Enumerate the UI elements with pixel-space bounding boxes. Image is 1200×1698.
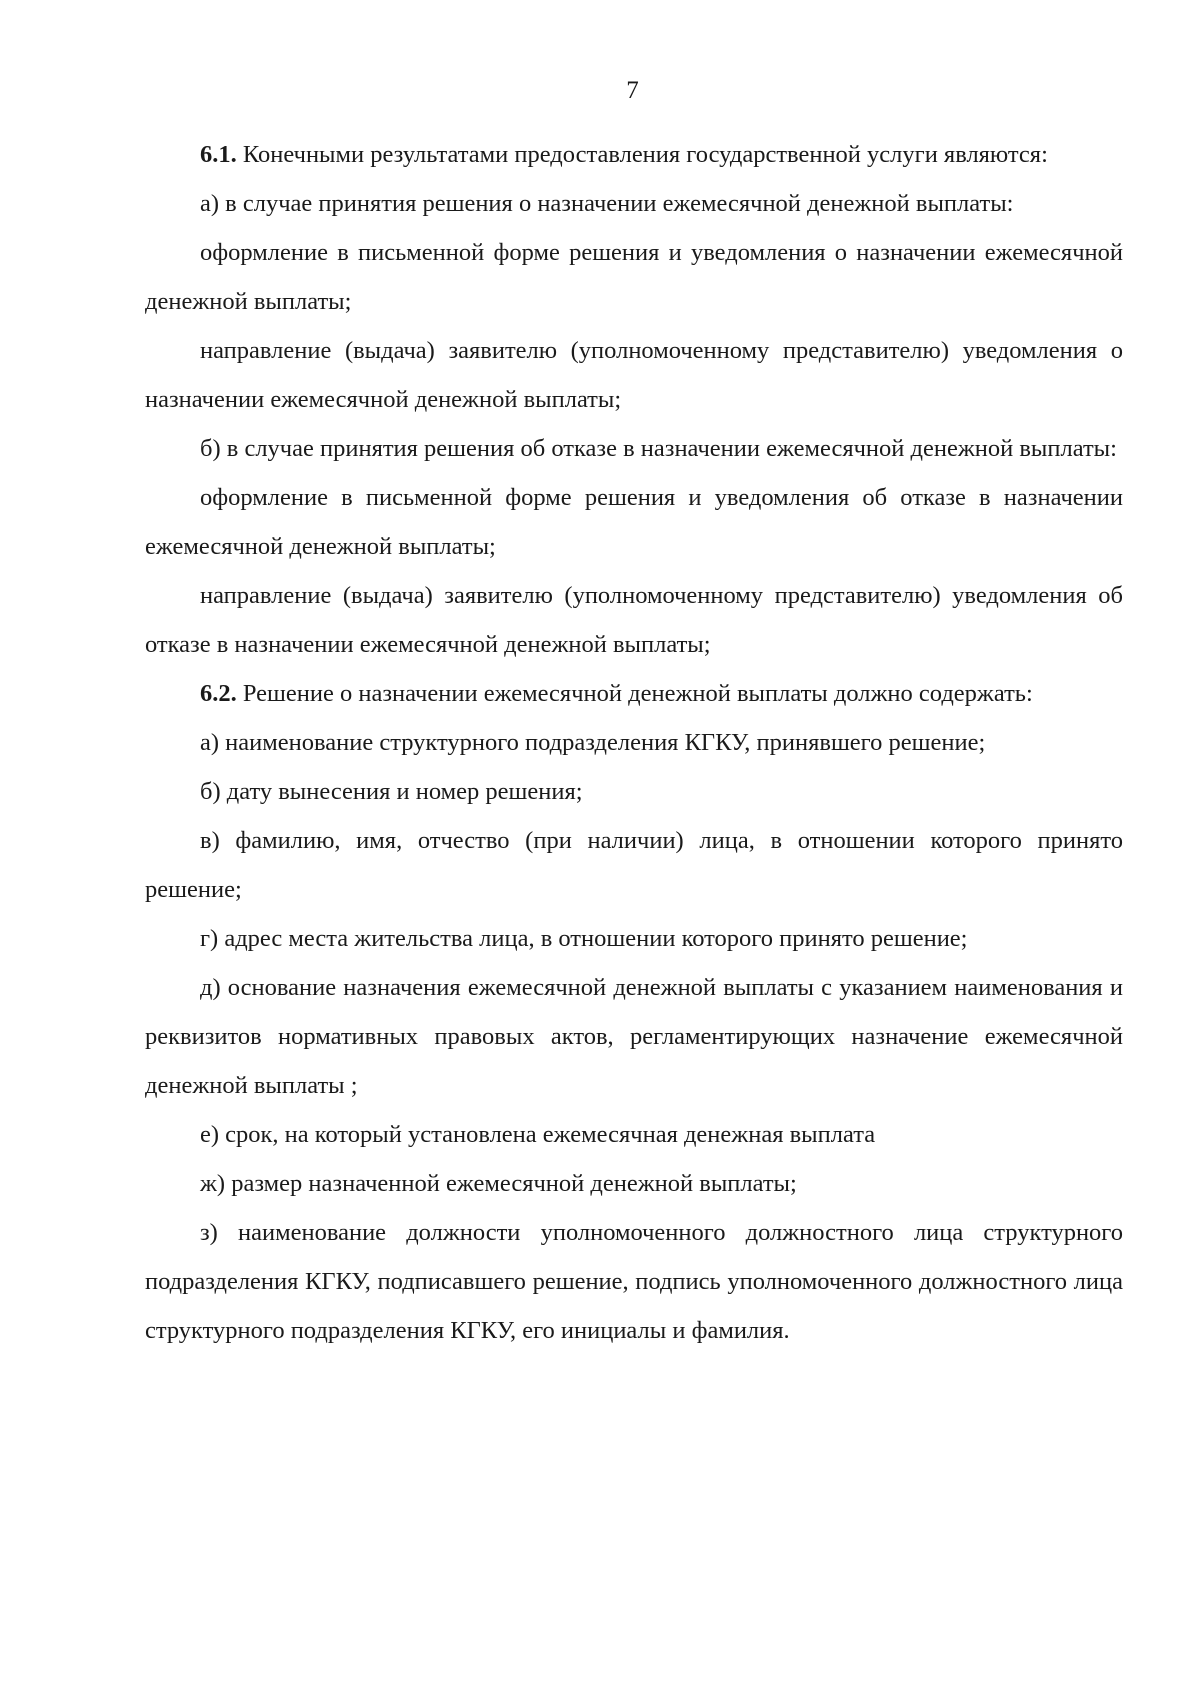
paragraph-6-2-g xyxy=(145,914,1123,963)
paragraph-6-2-d xyxy=(145,963,1123,1110)
paragraph-text: б) дату вынесения и номер решения; xyxy=(200,778,583,805)
paragraph-text: ж) размер назначенной ежемесячной денежной выплаты; xyxy=(200,1170,797,1197)
paragraph-text: з) наименование должности уполномоченного должностного лица структурного подразделения КГКУ, подписавшего решение, подпись уполномоченного должностного лица структурного подразделения КГКУ, его инициалы и фамилия. xyxy=(145,1219,1123,1344)
paragraph-text: е) срок, на который установлена ежемесячная денежная выплата xyxy=(200,1121,876,1148)
paragraph-6-2-b xyxy=(145,767,1123,816)
paragraph-6-2 xyxy=(145,669,1123,718)
paragraph-6-2-e xyxy=(145,1110,1123,1159)
document-body xyxy=(145,130,1123,1355)
paragraph-6-1 xyxy=(145,130,1123,179)
page-number: 7 xyxy=(626,77,639,104)
paragraph-text: б) в случае принятия решения об отказе в назначении ежемесячной денежной выплаты: xyxy=(200,435,1117,462)
paragraph-6-2-z xyxy=(145,1208,1123,1355)
paragraph-6-1-b-2 xyxy=(145,571,1123,669)
paragraph-6-1-a xyxy=(145,179,1123,228)
paragraph-6-1-b xyxy=(145,424,1123,473)
clause-number: 6.2. xyxy=(200,680,237,707)
paragraph-text: направление (выдача) заявителю (уполномоченному представителю) уведомления о назначении ежемесячной денежной выплаты; xyxy=(145,337,1123,413)
paragraph-text: оформление в письменной форме решения и уведомления об отказе в назначении ежемесячной денежной выплаты; xyxy=(145,484,1123,560)
paragraph-text: оформление в письменной форме решения и уведомления о назначении ежемесячной денежной выплаты; xyxy=(145,239,1123,315)
paragraph-6-1-a-1 xyxy=(145,228,1123,326)
paragraph-text: в) фамилию, имя, отчество (при наличии) лица, в отношении которого принято решение; xyxy=(145,827,1123,903)
paragraph-6-2-a xyxy=(145,718,1123,767)
paragraph-text: а) в случае принятия решения о назначении ежемесячной денежной выплаты: xyxy=(200,190,1014,217)
paragraph-text: а) наименование структурного подразделения КГКУ, принявшего решение; xyxy=(200,729,986,756)
paragraph-text: д) основание назначения ежемесячной денежной выплаты с указанием наименования и реквизитов нормативных правовых актов, регламентирующих назначение ежемесячной денежной выплаты ; xyxy=(145,974,1123,1099)
paragraph-6-2-zh xyxy=(145,1159,1123,1208)
paragraph-6-1-a-2 xyxy=(145,326,1123,424)
paragraph-6-2-v xyxy=(145,816,1123,914)
paragraph-text: направление (выдача) заявителю (уполномоченному представителю) уведомления об отказе в назначении ежемесячной денежной выплаты; xyxy=(145,582,1123,658)
paragraph-text: Решение о назначении ежемесячной денежной выплаты должно содержать: xyxy=(236,680,1033,707)
paragraph-6-1-b-1 xyxy=(145,473,1123,571)
clause-number: 6.1. xyxy=(200,141,237,168)
paragraph-text: Конечными результатами предоставления государственной услуги являются: xyxy=(236,141,1048,168)
paragraph-text: г) адрес места жительства лица, в отношении которого принято решение; xyxy=(200,925,968,952)
